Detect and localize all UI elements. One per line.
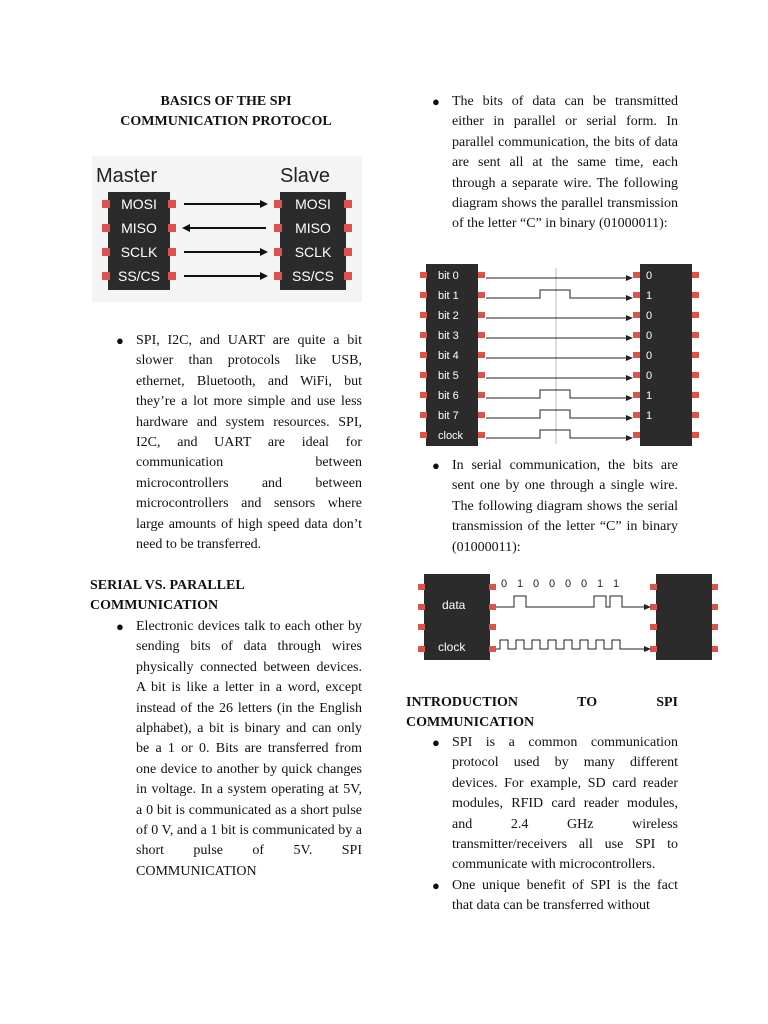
received-bit-value: 0 xyxy=(646,310,653,322)
list-item xyxy=(428,733,678,876)
pin-icon xyxy=(344,248,352,256)
slave-label: Slave xyxy=(280,165,331,187)
received-bit-value: 1 xyxy=(646,410,653,422)
bullet-icon: ● xyxy=(116,333,124,348)
serial-bit-label: 0 xyxy=(564,578,572,590)
bullet-list-1 xyxy=(112,331,362,555)
bullet-text: One unique benefit of SPI is the fact that data can be transferred without xyxy=(452,877,678,914)
left-column xyxy=(90,92,362,133)
clock-line-label: clock xyxy=(438,640,466,654)
bullet-icon: ● xyxy=(432,735,440,750)
pin-icon xyxy=(420,272,427,278)
left-column-body xyxy=(112,331,362,555)
pin-icon xyxy=(420,352,427,358)
bullet-list-serial xyxy=(428,456,678,558)
bit-line-label: bit 5 xyxy=(438,370,459,382)
pin-icon xyxy=(344,200,352,208)
pin-icon xyxy=(650,604,657,610)
serial-bit-label: 0 xyxy=(548,578,556,590)
heading-word: TO xyxy=(577,695,598,710)
right-column-top xyxy=(428,92,678,235)
list-item xyxy=(112,617,362,882)
pin-icon xyxy=(692,372,699,378)
pin-icon xyxy=(102,200,110,208)
pin-icon xyxy=(692,432,699,438)
section-heading-line2: COMMUNICATION xyxy=(406,715,535,730)
receiver-chip xyxy=(656,574,712,660)
pin-icon xyxy=(633,352,640,358)
bit-line-label: bit 1 xyxy=(438,290,459,302)
bit-line-label: bit 4 xyxy=(438,350,459,362)
pin-icon xyxy=(633,432,640,438)
bullet-text: The bits of data can be transmitted either in parallel or serial form. In parallel communication, the bits of data are sent all at the same time, each through a separate wire. The following diagram shows the parallel transmission of the letter “C” in binary (01000011): xyxy=(452,94,678,232)
pin-icon xyxy=(712,584,718,590)
intro-section xyxy=(406,693,678,733)
pin-icon xyxy=(633,392,640,398)
pin-icon xyxy=(274,272,282,280)
pin-icon xyxy=(489,584,496,590)
pin-icon xyxy=(168,200,176,208)
section-serial-parallel xyxy=(90,576,362,616)
bullet-list-intro xyxy=(428,733,678,917)
bullet-icon: ● xyxy=(432,94,440,109)
serial-bit-label: 1 xyxy=(596,578,604,590)
pin-icon xyxy=(633,272,640,278)
pin-icon xyxy=(489,646,496,652)
slave-pin-label: MOSI xyxy=(295,196,331,212)
pin-icon xyxy=(692,272,699,278)
pin-icon xyxy=(420,412,427,418)
pin-icon xyxy=(168,272,176,280)
serial-bit-label: 0 xyxy=(532,578,540,590)
pin-icon xyxy=(418,604,425,610)
pin-icon xyxy=(274,224,282,232)
pin-icon xyxy=(633,372,640,378)
pin-icon xyxy=(344,272,352,280)
pin-icon xyxy=(712,624,718,630)
bit-line-label: bit 7 xyxy=(438,410,459,422)
section-heading: SERIAL VS. PARALLEL COMMUNICATION xyxy=(90,578,244,613)
master-pin-label: SCLK xyxy=(120,244,158,260)
bullet-text: SPI, I2C, and UART are quite a bit slower than protocols like USB, ethernet, Bluetooth, and WiFi, but they’re a lot more simple and use less hardware and system resources. SPI, I2C, and UART are ideal for communication between microcontrollers and between microcontrollers and sensors where large amounts of high speed data don’t need to be transferred. xyxy=(136,333,362,553)
pin-icon xyxy=(478,312,485,318)
pin-icon xyxy=(478,372,485,378)
pin-icon xyxy=(418,584,425,590)
parallel-svg xyxy=(412,264,700,448)
pin-icon xyxy=(418,646,425,652)
slave-pin-label: SCLK xyxy=(294,244,332,260)
serial-svg xyxy=(412,572,718,664)
pin-icon xyxy=(420,312,427,318)
list-item xyxy=(428,92,678,235)
bullet-icon: ● xyxy=(432,458,440,473)
pin-icon xyxy=(478,292,485,298)
pin-icon xyxy=(712,646,718,652)
pin-icon xyxy=(692,352,699,358)
pin-icon xyxy=(420,372,427,378)
master-pin-label: MISO xyxy=(121,220,157,236)
bullet-text: In serial communication, the bits are sent one by one through a single wire. The following diagram shows the serial transmission of the letter “C” in binary (01000011): xyxy=(452,458,678,555)
bit-line-label: bit 6 xyxy=(438,390,459,402)
pin-icon xyxy=(633,312,640,318)
slave-pin-label: SS/CS xyxy=(291,268,335,284)
pin-icon xyxy=(420,392,427,398)
received-bit-value: 1 xyxy=(646,290,653,302)
pin-icon xyxy=(692,292,699,298)
heading-word: INTRODUCTION xyxy=(406,695,519,710)
pin-icon xyxy=(712,604,718,610)
right-column-mid xyxy=(428,456,678,558)
serial-transmission-diagram xyxy=(412,572,718,664)
left-column-body-2 xyxy=(112,617,362,882)
master-slave-svg xyxy=(92,156,362,302)
pin-icon xyxy=(692,412,699,418)
bullet-text: Electronic devices talk to each other by sending bits of data through wires physically connected between devices. A bit is like a letter in a word, except instead of the 26 letters (in the English alphabet), a bit is binary and can only be a 1 or 0. Bits are transferred from one device to another by quick changes in voltage. In a system operating at 5V, a 0 bit is communicated as a short pulse of 0 V, and a 1 bit is communicated by a short pulse of 5V. SPI COMMUNICATION xyxy=(136,619,362,879)
data-line-label: data xyxy=(442,598,466,612)
parallel-transmission-diagram xyxy=(412,264,700,448)
master-pin-label: MOSI xyxy=(121,196,157,212)
received-bit-value: 0 xyxy=(646,270,653,282)
pin-icon xyxy=(420,332,427,338)
master-label: Master xyxy=(96,165,158,187)
bit-line-label: bit 0 xyxy=(438,270,459,282)
serial-bit-label: 1 xyxy=(516,578,524,590)
pin-icon xyxy=(633,332,640,338)
right-column-bottom xyxy=(428,733,678,917)
serial-bit-label: 1 xyxy=(612,578,620,590)
received-bit-value: 1 xyxy=(646,390,653,402)
pin-icon xyxy=(102,248,110,256)
pin-icon xyxy=(168,248,176,256)
pin-icon xyxy=(420,292,427,298)
bullet-text: SPI is a common communication protocol used by many different devices. For example, SD card reader modules, RFID card reader modules, and 2.4 GHz wireless transmitter/receivers all use SPI to communicate with microcontrollers. xyxy=(452,735,678,873)
received-bit-value: 0 xyxy=(646,330,653,342)
pin-icon xyxy=(633,412,640,418)
bullet-list-parallel xyxy=(428,92,678,235)
pin-icon xyxy=(692,332,699,338)
pin-icon xyxy=(478,412,485,418)
pin-icon xyxy=(650,584,657,590)
list-item xyxy=(112,331,362,555)
received-bit-value: 0 xyxy=(646,350,653,362)
slave-pin-label: MISO xyxy=(295,220,331,236)
pin-icon xyxy=(274,248,282,256)
pin-icon xyxy=(650,646,657,652)
received-bit-value: 0 xyxy=(646,370,653,382)
pin-icon xyxy=(489,624,496,630)
pin-icon xyxy=(478,352,485,358)
pin-icon xyxy=(633,292,640,298)
serial-bit-label: 0 xyxy=(500,578,508,590)
bullet-list-2 xyxy=(112,617,362,882)
bit-line-label: bit 2 xyxy=(438,310,459,322)
pin-icon xyxy=(489,604,496,610)
heading-word: SPI xyxy=(656,695,678,710)
pin-icon xyxy=(478,272,485,278)
pin-icon xyxy=(168,224,176,232)
list-item xyxy=(428,456,678,558)
bullet-icon: ● xyxy=(116,619,124,634)
pin-icon xyxy=(650,624,657,630)
pin-icon xyxy=(420,432,427,438)
pin-icon xyxy=(478,332,485,338)
pin-icon xyxy=(344,224,352,232)
serial-bit-label: 0 xyxy=(580,578,588,590)
pin-icon xyxy=(418,624,425,630)
bit-line-label: bit 3 xyxy=(438,330,459,342)
master-pin-label: SS/CS xyxy=(117,268,161,284)
section-heading xyxy=(406,693,678,713)
master-slave-diagram xyxy=(92,156,362,302)
pin-icon xyxy=(478,432,485,438)
list-item xyxy=(428,876,678,917)
bullet-icon: ● xyxy=(432,877,440,893)
pin-icon xyxy=(692,392,699,398)
pin-icon xyxy=(102,272,110,280)
pin-icon xyxy=(274,200,282,208)
pin-icon xyxy=(102,224,110,232)
pin-icon xyxy=(478,392,485,398)
pin-icon xyxy=(692,312,699,318)
document-title: BASICS OF THE SPI COMMUNICATION PROTOCOL xyxy=(120,94,332,130)
bit-line-label: clock xyxy=(438,430,464,442)
